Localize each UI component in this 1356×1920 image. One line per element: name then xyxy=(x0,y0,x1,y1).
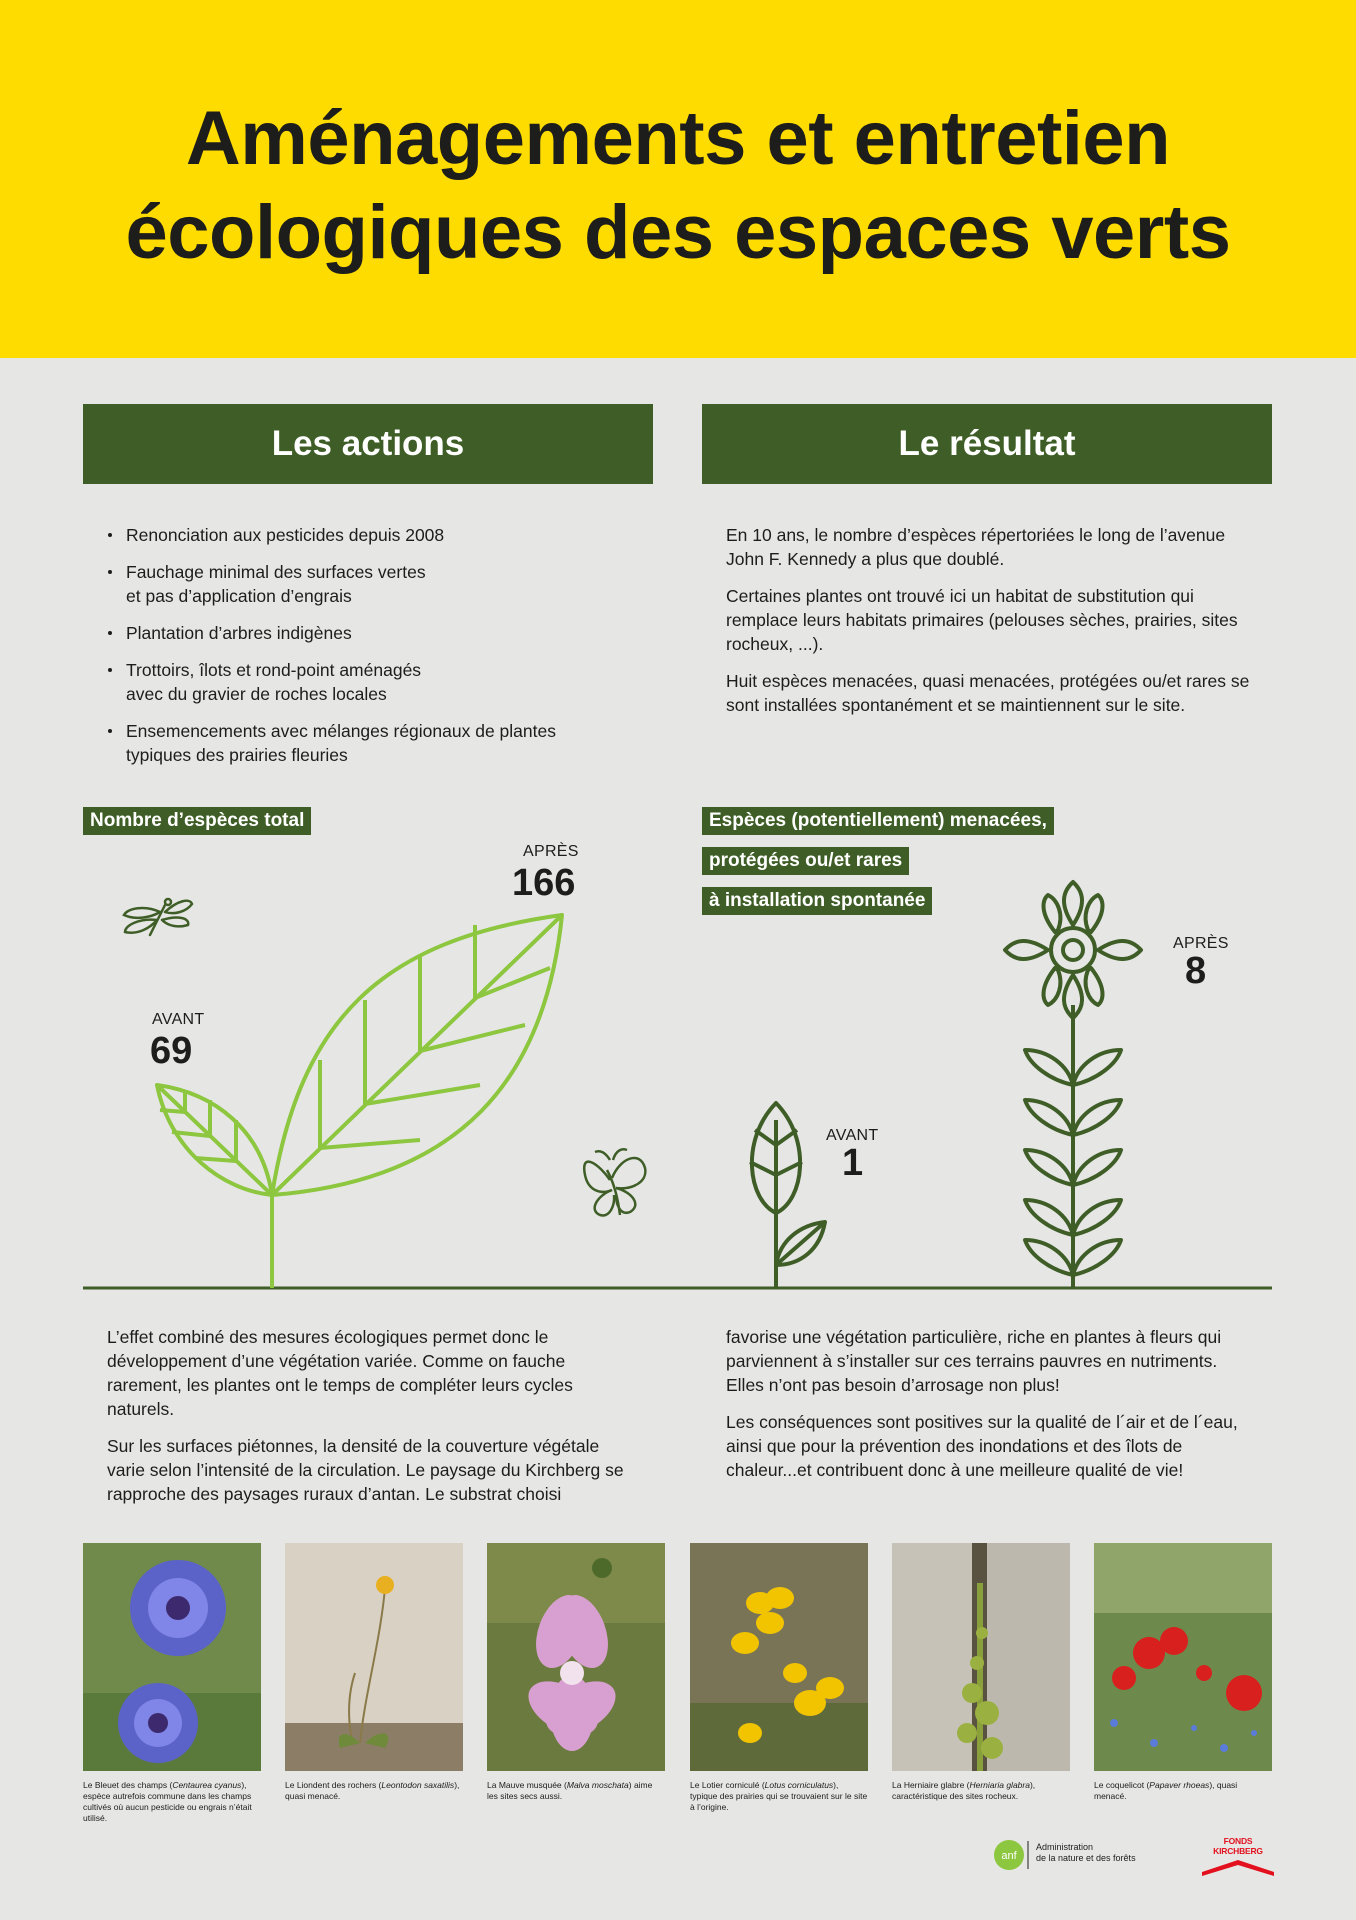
action-item: Ensemencements avec mélanges régionaux de plantes typiques des prairies fleuries xyxy=(104,719,624,767)
photo-caption: Le Lotier corniculé (Lotus corniculatus), typique des prairies qui se trouvaient sur le site à l’origine. xyxy=(690,1780,868,1812)
title-line-2: écologiques des espaces verts xyxy=(125,190,1231,275)
body-paragraph: favorise une végétation particulière, riche en plantes à fleurs qui parviennent à s’installer sur ces terrains pauvres en nutriments. Elles n’ont pas besoin d’arrosage non plus! xyxy=(726,1327,1222,1395)
small-plant-icon xyxy=(750,1103,825,1288)
action-item: Fauchage minimal des surfaces vertes et pas d’application d’engrais xyxy=(104,560,624,608)
result-paragraph: Certaines plantes ont trouvé ici un habitat de substitution qui remplace leurs habitats primaires (pelouses sèches, prairies, sites rocheux, ...). xyxy=(726,586,1238,654)
threatened-tag-line-1: Espèces (potentiellement) menacées, xyxy=(702,807,1054,835)
threatened-tag-line-2: protégées ou/et rares xyxy=(702,847,909,875)
result-heading: Le résultat xyxy=(702,404,1272,484)
tall-flower-icon xyxy=(1005,882,1141,1288)
anf-logo-text: Administration de la nature et des forêts xyxy=(1036,1842,1136,1863)
butterfly-icon xyxy=(584,1149,645,1215)
body-paragraph: Sur les surfaces piétonnes, la densité de la couverture végétale varie selon l’intensité de la circulation. Le paysage du Kirchberg se rapproche des paysages ruraux d’antan. Le substrat choisi xyxy=(107,1436,624,1504)
photo-caption: Le coquelicot (Papaver rhoeas), quasi menacé. xyxy=(1094,1780,1238,1801)
anf-logo-icon xyxy=(992,1838,1032,1872)
total-before-label: AVANT xyxy=(152,1011,205,1028)
photo-cornflower xyxy=(83,1543,261,1771)
result-paragraph: Huit espèces menacées, quasi menacées, protégées ou/et rares se sont installées spontanément et se maintiennent sur le site. xyxy=(726,671,1250,715)
threatened-tag-line-3: à installation spontanée xyxy=(702,887,932,915)
fonds-kirchberg-icon xyxy=(1200,1856,1276,1876)
body-text-left xyxy=(107,1325,637,1519)
photo-caption: La Mauve musquée (Malva moschata) aime les sites secs aussi. xyxy=(487,1780,653,1801)
photo-caption: Le Liondent des rochers (Leontodon saxatilis), quasi menacé. xyxy=(285,1780,460,1801)
photo-birdsfoot-trefoil xyxy=(690,1543,868,1771)
actions-heading: Les actions xyxy=(83,404,653,484)
photo-hawkbit xyxy=(285,1543,463,1771)
leaf-plant-icon xyxy=(157,915,562,1288)
threatened-before-label: AVANT xyxy=(826,1127,879,1144)
threatened-after-value: 8 xyxy=(1185,950,1207,992)
photo-musk-mallow xyxy=(487,1543,665,1771)
photo-rupturewort xyxy=(892,1543,1070,1771)
total-after-value: 166 xyxy=(512,862,576,904)
action-item: Renonciation aux pesticides depuis 2008 xyxy=(104,523,624,547)
threatened-after-label: APRÈS xyxy=(1173,935,1229,952)
threatened-before-value: 1 xyxy=(842,1142,864,1184)
total-after-label: APRÈS xyxy=(523,843,579,860)
result-paragraph: En 10 ans, le nombre d’espèces répertoriées le long de l’avenue John F. Kennedy a plus que doublé. xyxy=(726,525,1226,569)
total-species-tag: Nombre d’espèces total xyxy=(83,807,311,835)
dragonfly-icon xyxy=(124,899,192,935)
body-paragraph: L’effet combiné des mesures écologiques permet donc le développement d’une végétation variée. Comme on fauche rarement, les plantes ont le temps de compléter leurs cycles naturels. xyxy=(107,1327,573,1419)
title-line-1: Aménagements et entretien xyxy=(185,96,1171,181)
photo-poppy xyxy=(1094,1543,1272,1771)
total-before-value: 69 xyxy=(150,1030,193,1072)
photo-caption: Le Bleuet des champs (Centaurea cyanus), espèce autrefois commune dans les champs cultivés où aucun pesticide ou engrais n’était utilisé. xyxy=(83,1780,252,1823)
action-item: Trottoirs, îlots et rond-point aménagés avec du gravier de roches locales xyxy=(104,658,624,706)
photo-caption: La Herniaire glabre (Herniaria glabra), caractéristique des sites rocheux. xyxy=(892,1780,1036,1801)
fonds-kirchberg-logo: FONDS KIRCHBERG xyxy=(1200,1836,1276,1881)
body-text-right xyxy=(726,1325,1256,1495)
svg-text:anf: anf xyxy=(1001,1850,1017,1862)
body-paragraph: Les conséquences sont positives sur la qualité de l´air et de l´eau, ainsi que pour la prévention des inondations et des îlots de chaleur...et contribuent donc à une meilleure qualité de vie! xyxy=(726,1412,1238,1480)
action-item: Plantation d’arbres indigènes xyxy=(104,621,624,645)
